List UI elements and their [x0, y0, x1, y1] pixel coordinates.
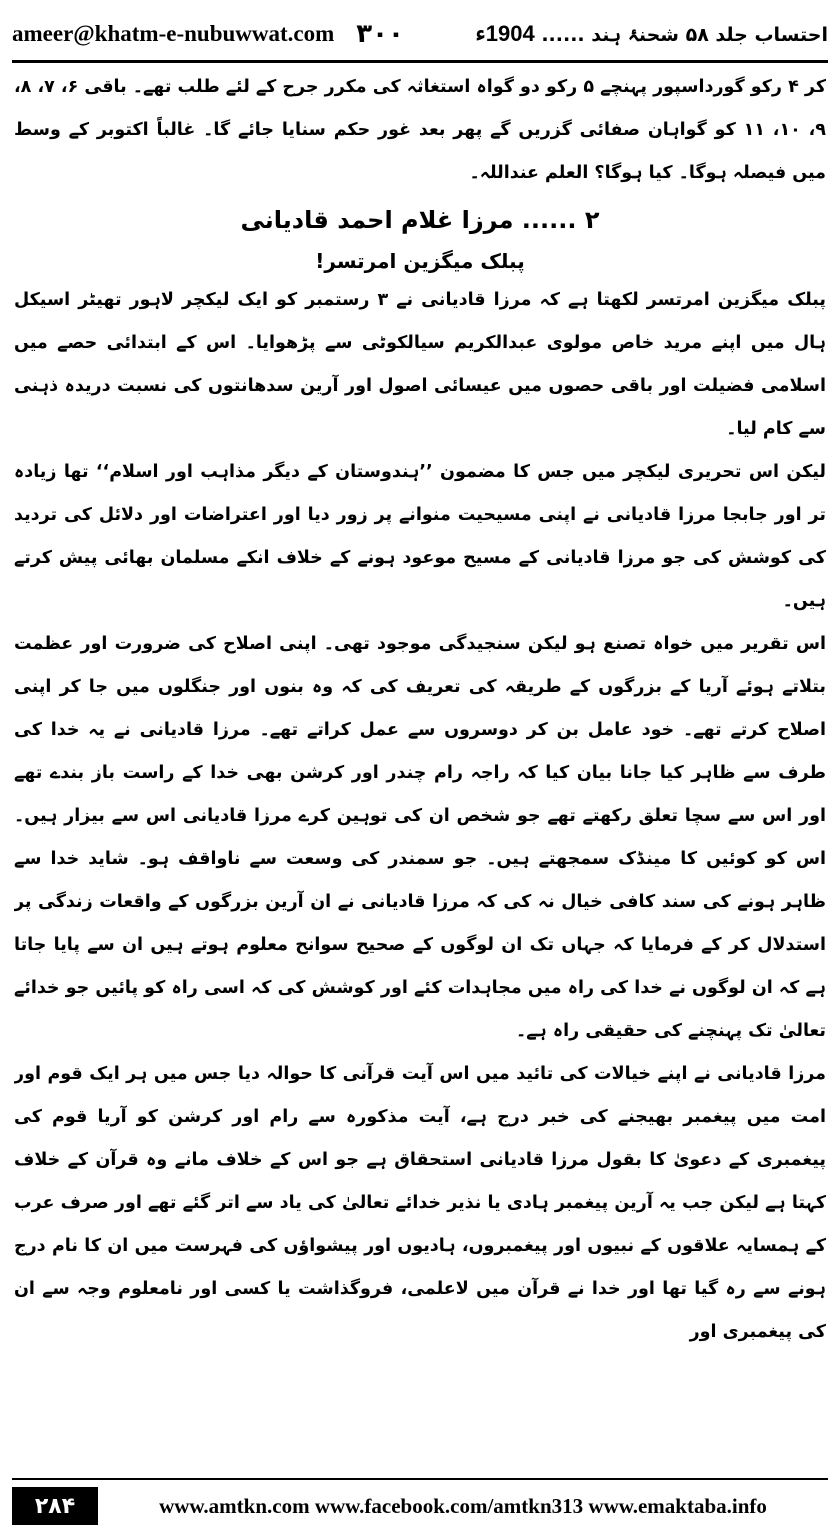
- header-left: [12, 19, 404, 49]
- section-subheading: پبلک میگزین امرتسر!: [315, 249, 525, 273]
- page-footer: [12, 1478, 828, 1528]
- paragraph: اس تقریر میں خواہ تصنع ہو لیکن سنجیدگی موجود تھی۔ اپنی اصلاح کی ضرورت اور عظمت بتلاتے ہوئے آریا کے بزرگوں کے طریقہ کی تعریف کی کہ وہ بنوں اور جنگلوں میں جا کر اپنی اصلاح کرتے تھے۔ خود عامل بن کر دوسروں سے عمل کراتے تھے۔ مرزا قادیانی نے یہ خدا کی طرف سے ظاہر کیا جانا بیان کیا کہ راجہ رام چندر اور کرشن بھی خدا کے راست باز بندے تھے اور اس سے سچا تعلق رکھتے تھے جو شخص ان کی توہین کرے مرزا قادیانی اس سے بیزار ہیں۔ اس کو کوئیں کا مینڈک سمجھتے ہیں۔ جو سمندر کی وسعت سے ناواقف ہو۔ شاید خدا سے ظاہر ہونے کی سند کافی خیال نہ کی کہ مرزا قادیانی نے ان آرین بزرگوں کے واقعات زندگی پر استدلال کر کے فرمایا کہ جہاں تک ان لوگوں کے صحیح سوانح معلوم ہوتے ہیں ان سے پایا جاتا ہے کہ ان لوگوں نے خدا کی راہ میں مجاہدات کئے اور کوشش کی کہ اسی راہ کو پائیں جو خدائے تعالیٰ تک پہنچنے کی حقیقی راہ ہے۔: [14, 634, 826, 1041]
- paragraph: لیکن اس تحریری لیکچر میں جس کا مضمون ’’ہندوستان کے دیگر مذاہب اور اسلام‘‘ تھا زیادہ تر اور جابجا مرزا قادیانی نے اپنی مسیحیت منوانے پر زور دیا اور اعتراضات اور دلائل کی تردید کی کوشش کی جو مرزا قادیانی کے مسیح موعود ہونے کے خلاف انکے مسلمان بھائی پیش کرتے ہیں۔: [14, 462, 826, 611]
- footer-page-number-badge: ۲۸۴: [12, 1487, 98, 1525]
- paragraph-continued: کر ۴ رکو گورداسپور پہنچے ۵ رکو دو گواہ استغاثہ کی مکرر جرح کے لئے طلب تھے۔ باقی ۶، ۷، ۸، ۹، ۱۰، ۱۱ کو گواہان صفائی گزریں گے پھر بعد غور حکم سنایا جائے گا۔ غالباً اکتوبر کے وسط میں فیصلہ ہوگا۔ کیا ہوگا؟ العلم عنداللہ۔: [14, 77, 826, 183]
- page-body: [14, 66, 826, 1440]
- paragraph: پبلک میگزین امرتسر لکھتا ہے کہ مرزا قادیانی نے ۳ رستمبر کو ایک لیکچر لاہور تھیٹر اسیکل ہال میں اپنے مرید خاص مولوی عبدالکریم سیالکوٹی سے پڑھوایا۔ اس کے ابتدائی حصے میں اسلامی فضیلت اور باقی حصوں میں عیسائی اصول اور آرین سدھانتوں کی نسبت دریدہ ذہنی سے کام لیا۔: [14, 290, 826, 439]
- paragraph: مرزا قادیانی نے اپنے خیالات کی تائید میں اس آیت قرآنی کا حوالہ دیا جس میں ہر ایک قوم اور امت میں پیغمبر بھیجنے کی خبر درج ہے، آیت مذکورہ سے رام اور کرشن کو آریا قوم کی پیغمبری کے دعویٰ کا بقول مرزا قادیانی استحقاق ہے جو اس کے خلاف مانے وہ قرآن کے خلاف کہتا ہے لیکن جب یہ آرین پیغمبر ہادی یا نذیر خدائے تعالیٰ کی یاد سے اتر گئے تھے اور صرف عرب کے ہمسایہ علاقوں کے نبیوں اور پیغمبروں، ہادیوں اور پیشواؤں کی فہرست میں ان کا نام درج ہونے سے رہ گیا تھا اور خدا نے قرآن میں لاعلمی، فروگذاشت یا کسی اور نامعلوم وجہ سے ان کی پیغمبری اور: [14, 1064, 826, 1342]
- running-title: [475, 21, 828, 47]
- running-title-year: 1904ء: [475, 21, 535, 46]
- page-header: [12, 8, 828, 63]
- footer-links[interactable]: www.amtkn.com www.facebook.com/amtkn313 www.emaktaba.info: [159, 1493, 767, 1518]
- header-email[interactable]: ameer@khatm-e-nubuwwat.com: [12, 21, 335, 46]
- header-page-number: ۳۰۰: [356, 19, 404, 49]
- running-title-text: احتساب جلد ۵۸ شحنۂ ہند ......: [541, 24, 828, 46]
- section-heading: ۲ ...... مرزا غلام احمد قادیانی: [240, 206, 600, 234]
